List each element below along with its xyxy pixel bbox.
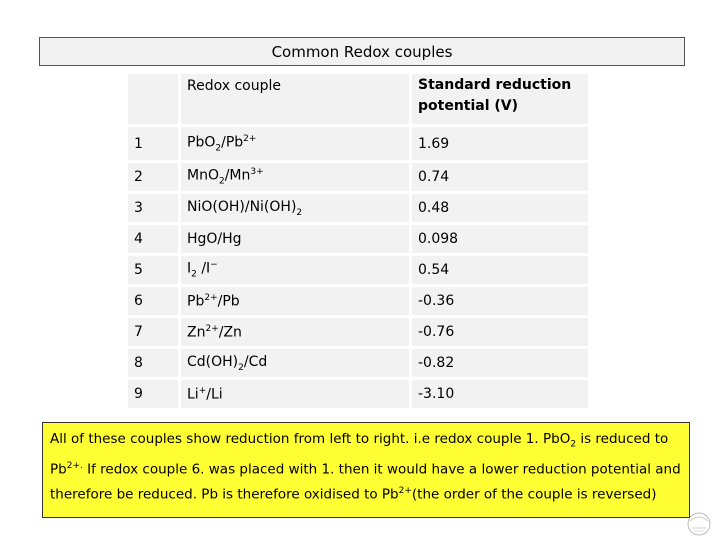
page-title-text: Common Redox couples — [271, 42, 453, 61]
redox-table — [125, 71, 591, 411]
table-row — [128, 163, 588, 191]
table-header-row — [128, 74, 588, 124]
row-number: 6 — [128, 287, 178, 315]
row-potential: 0.54 — [412, 256, 588, 284]
row-potential: 1.69 — [412, 127, 588, 160]
row-number: 8 — [128, 349, 178, 377]
table-row — [128, 318, 588, 346]
row-couple: $Pb^{2+}/Pb$ — [181, 287, 409, 315]
row-potential: 0.48 — [412, 194, 588, 222]
row-potential: -0.76 — [412, 318, 588, 346]
row-couple: Li+/Li — [181, 380, 409, 408]
row-couple: $Zn^{2+}/Zn$ — [181, 318, 409, 346]
table-row — [128, 225, 588, 253]
row-couple: $NiO(OH)/Ni(OH)_2$ — [181, 194, 409, 222]
header-potential — [412, 74, 588, 124]
page-title — [39, 37, 685, 66]
table-row — [128, 380, 588, 408]
table-row — [128, 349, 588, 377]
header-redox-couple: Redox couple — [181, 74, 409, 124]
row-number: 7 — [128, 318, 178, 346]
table-row — [128, 287, 588, 315]
table-row — [128, 127, 588, 160]
row-couple: $I_2$ /I− — [181, 256, 409, 284]
table-row — [128, 194, 588, 222]
header-potential-line1: Standard reduction — [418, 77, 572, 93]
row-number: 2 — [128, 163, 178, 191]
row-couple: $Cd(OH)_2/Cd$ — [181, 349, 409, 377]
explanation-note: All of these couples show reduction from left to right. i.e redox couple 1. PbO$_2$ is reduced to $Pb^{2+.}$ If redox couple 6. was placed with 1. then it would have a lower reduction potential and therefore be reduced. Pb is therefore oxidised to $Pb^{2+}(the$ order of the couple is reversed) — [42, 422, 690, 518]
row-potential: 0.098 — [412, 225, 588, 253]
row-number: 3 — [128, 194, 178, 222]
row-number: 5 — [128, 256, 178, 284]
table-row — [128, 256, 588, 284]
row-number: 4 — [128, 225, 178, 253]
row-potential: -0.36 — [412, 287, 588, 315]
row-couple: HgO/Hg — [181, 225, 409, 253]
row-potential: 0.74 — [412, 163, 588, 191]
row-potential: -0.82 — [412, 349, 588, 377]
row-number: 1 — [128, 127, 178, 160]
row-number: 9 — [128, 380, 178, 408]
row-couple: $MnO_2/Mn^{3+}$ — [181, 163, 409, 191]
header-number — [128, 74, 178, 124]
row-couple: $PbO_2/Pb^{2+}$ — [181, 127, 409, 160]
row-potential: -3.10 — [412, 380, 588, 408]
header-potential-line2: potential (V) — [418, 98, 519, 114]
seal-logo-icon — [684, 511, 714, 537]
